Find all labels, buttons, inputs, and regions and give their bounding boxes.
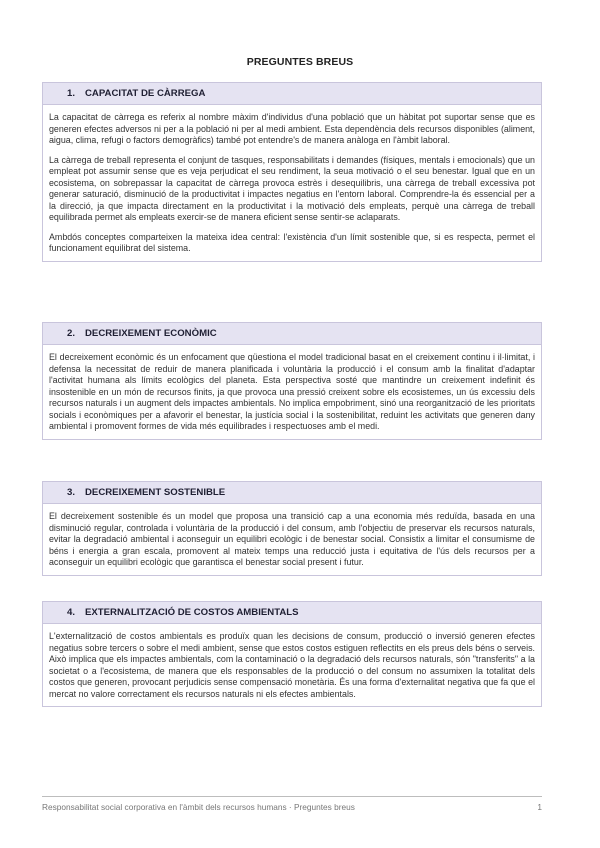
paragraph: La capacitat de càrrega es referix al nombre màxim d'individus d'una població que un hàbitat pot suportar sense que es generen efectes adversos ni per a la població ni per al medi ambient. Esta dependència dels recursos disponibles (aliment, aigua, clima, refugi o factors demogràfics) també pot entendre's de manera anàloga en l'àmbit laboral. <box>49 112 535 145</box>
footer-text: Responsabilitat social corporativa en l'àmbit dels recursos humans · Preguntes breus <box>42 802 355 812</box>
section-number: 4. <box>67 607 76 618</box>
paragraph: Ambdós conceptes comparteixen la mateixa idea central: l'existència d'un límit sostenible que, si es respecta, permet el funcionament equilibrat del sistema. <box>49 231 535 253</box>
section-body <box>43 504 541 575</box>
section-header <box>43 482 541 504</box>
section-number: 2. <box>67 328 76 339</box>
section-title: EXTERNALITZACIÓ DE COSTOS AMBIENTALS <box>85 607 299 618</box>
section-header <box>43 602 541 624</box>
section-capacitat-de-carrega <box>42 82 542 262</box>
paragraph: El decreixement econòmic és un enfocament que qüestiona el model tradicional basat en el creixement continu i il·limitat, i defensa la necessitat de reduir de manera planificada i voluntària la producció i el consum amb la finalitat d'adaptar l'activitat humana als límits ecològics del planeta. Esta perspectiva sosté que mantindre un creixement indefinit és insostenible en un món de recursos finits, ja que provoca una pressió creixent sobre els ecosistemes, un ús excessiu dels recursos naturals i un augment dels impactes ambientals. No implica empobriment, sinó una reorganització de les prioritats socials i econòmiques per a afavorir el benestar, la justícia social i la sostenibilitat, reduint les activitats que generen dany ambiental i promovent formes de vida més equilibrades i respectuoses amb el medi. <box>49 352 535 431</box>
section-number: 1. <box>67 88 76 99</box>
section-body <box>43 105 541 261</box>
section-header <box>43 323 541 345</box>
section-title: DECREIXEMENT ECONÒMIC <box>85 328 217 339</box>
section-title: CAPACITAT DE CÀRREGA <box>85 88 206 99</box>
paragraph: L'externalització de costos ambientals es produïx quan les decisions de consum, producció o inversió generen efectes negatius sobre tercers o sobre el medi ambient, sense que estos costos estiguen reflectits en els preus dels béns o serveis. Això implica que els impactes ambientals, com la contaminació o la degradació dels recursos naturals, són "transferits" a la societat o a l'ecosistema, de manera que els responsables de la producció o del consum no assumixen la totalitat dels costos que generen, provocant perjudicis sense compensació monetària. És una forma d'externalitat negativa que fa que el mercat no valore correctament els recursos naturals ni els efectes ambientals. <box>49 631 535 699</box>
footer-divider <box>42 796 542 797</box>
paragraph: El decreixement sostenible és un model que proposa una transició cap a una economia més reduïda, basada en una disminució regular, controlada i voluntària de la producció i del consum, amb l'objectiu de preservar els recursos naturals, evitar la degradació ambiental i aconseguir un equilibri ecològic i de benestar social. Consistix a limitar el consumisme de béns i energia a gran escala, promovent al mateix temps una reducció justa i equitativa de l'ús dels recursos per a aconseguir un equilibri ecològic que garantisca el benestar social present i futur. <box>49 511 535 567</box>
section-title: DECREIXEMENT SOSTENIBLE <box>85 487 226 498</box>
section-externalitzacio-costos <box>42 601 542 707</box>
section-number: 3. <box>67 487 76 498</box>
page-number: 1 <box>537 802 542 812</box>
paragraph: La càrrega de treball representa el conjunt de tasques, responsabilitats i demandes (físiques, mentals i emocionals) que un empleat pot assumir sense que es veja perjudicat el seu rendiment, la seua motivació o el seu benestar. Igual que en un ecosistema, on sobrepassar la capacitat de càrrega provoca estrès i desequilibris, una càrrega de treball excessiva pot generar saturació, disminució de la productivitat i impactes negatius en l'entorn laboral. Comprendre-la és essencial per a la direcció, ja que impacta directament en la productivitat i la motivació dels empleats, perquè una càrrega de treball equilibrada permet als empleats exercir-se de manera eficient sense sentir-se aclaparats. <box>49 154 535 222</box>
section-body <box>43 624 541 706</box>
section-decreixement-economic <box>42 322 542 440</box>
page-title: PREGUNTES BREUS <box>246 56 354 68</box>
section-body <box>43 345 541 439</box>
section-header <box>43 83 541 105</box>
section-decreixement-sostenible <box>42 481 542 576</box>
